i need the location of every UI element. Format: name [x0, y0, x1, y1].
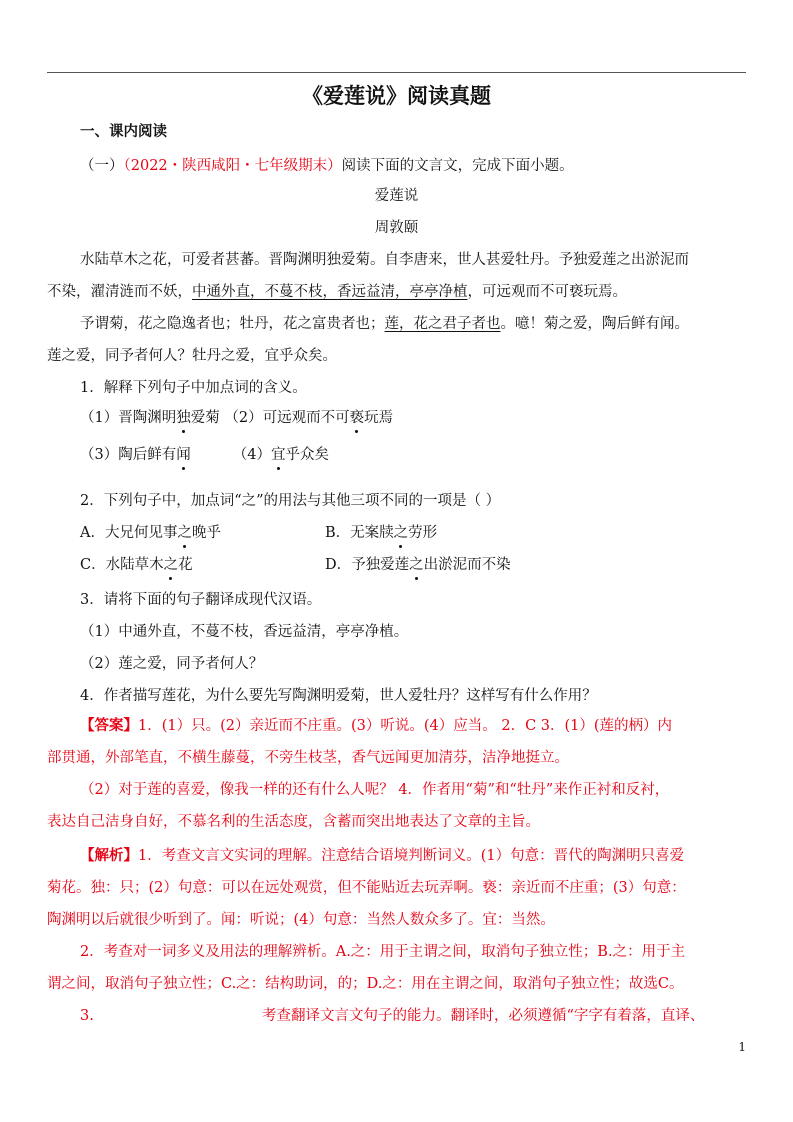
page-title: 《爱莲说》阅读真题 [302, 83, 491, 108]
option-text: 晚乎 [191, 525, 221, 541]
header-rule [47, 72, 746, 73]
q1-item-text: 乎众矣 [285, 447, 329, 463]
section-heading: 一、课内阅读 [80, 123, 167, 140]
dotted-word: 独 [176, 410, 191, 426]
option-text: 劳形 [408, 525, 438, 541]
analysis-line5: 谓之间，取消句子独立性；C.之：结构助词，的；D.之：用在主谓之间，取消句子独立性；故选C。 [47, 976, 684, 992]
q1-item-text: 爱菊 [190, 410, 220, 426]
option-text: D．予独爱莲 [325, 557, 410, 573]
dotted-word: 之 [177, 525, 192, 541]
page-number: 1 [738, 1040, 746, 1054]
q4-stem: 4．作者描写莲花，为什么要先写陶渊明爱菊，世人爱牡丹？这样写有什么作用？ [80, 688, 597, 704]
passage-p2-line1 [80, 314, 689, 334]
q1-item-text: 玩焉 [364, 410, 394, 426]
dotted-word: 之 [409, 557, 424, 573]
passage-text: 。噫！菊之爱，陶后鲜有闻。 [500, 316, 689, 332]
answer-label: 【答案】 [80, 717, 138, 734]
passage-p1-line2 [47, 282, 627, 302]
analysis-line6-num: 3. [80, 1008, 94, 1024]
q3-item-1: （1）中通外直，不蔓不枝，香远益清，亭亭净植。 [80, 624, 409, 640]
q1-items-row1 [80, 408, 393, 428]
q2-option-a [80, 523, 221, 543]
answer-line3: （2）对于莲的喜爱，像我一样的还有什么人呢？ 4．作者用“菊”和“牡丹”来作正衬和反衬， [80, 782, 670, 798]
option-text: C．水陆草木 [80, 557, 164, 573]
q1-stem: 1．解释下列句子中加点词的含义。 [80, 380, 307, 396]
option-text: A．大兄何见事 [80, 525, 178, 541]
dotted-word: 之 [163, 557, 179, 573]
answer-line4: 表达自己洁身自好，不慕名利的生活态度，含蓄而突出地表达了文章的主旨。 [47, 814, 540, 830]
intro-line [80, 156, 574, 176]
dotted-word: 之 [393, 525, 409, 541]
dotted-word: 宜 [270, 447, 286, 463]
intro-source: （2022・陕西咸阳・七年级期末） [123, 158, 342, 174]
passage-p2-line2: 莲之爱，同予者何人？牡丹之爱，宜乎众矣。 [47, 348, 337, 364]
analysis-line2: 菊花。独：只；(2）句意：可以在远处观赏，但不能贴近去玩弄啊。亵：亲近而不庄重；(3）句意： [47, 880, 686, 896]
passage-author: 周敦颐 [374, 220, 419, 236]
q2-stem: 2．下列句子中，加点词“之”的用法与其他三项不同的一项是（ ） [80, 493, 501, 509]
passage-text: 予谓菊，花之隐逸者也；牡丹，花之富贵者也； [80, 316, 385, 332]
q1-item-text: （3）陶后鲜有 [80, 447, 177, 463]
dotted-word: 闻 [176, 447, 191, 463]
q2-option-b [325, 523, 437, 543]
analysis-line1 [80, 846, 684, 866]
analysis-line4: 2．考查对一词多义及用法的理解辨析。A.之：用于主谓之间，取消句子独立性；B.之：用于主 [80, 944, 686, 960]
q1-items-row2 [80, 445, 329, 465]
option-text: 出淤泥而不染 [423, 557, 511, 573]
q1-item-text: （4） [232, 447, 271, 463]
underlined-sentence: 莲，花之君子者也 [384, 316, 501, 332]
dotted-word: 亵 [349, 410, 365, 426]
passage-text: ，可远观而不可亵玩焉。 [467, 284, 627, 300]
q3-stem: 3．请将下面的句子翻译成现代汉语。 [80, 592, 322, 608]
option-text: B．无案牍 [325, 525, 394, 541]
underlined-sentence: 中通外直，不蔓不枝，香远益清，亭亭净植 [192, 284, 468, 300]
q1-item-text: （1）晋陶渊明 [80, 410, 177, 426]
passage-text: 不染，濯清涟而不妖， [47, 284, 192, 300]
answer-line1 [80, 716, 672, 736]
option-text: 花 [178, 557, 193, 573]
q1-item-text: （2）可远观而不可 [224, 410, 350, 426]
intro-text: 阅读下面的文言文，完成下面小题。 [341, 158, 574, 174]
q2-option-d [325, 555, 511, 575]
q2-option-c [80, 555, 193, 575]
analysis-text: 1．考查文言文实词的理解。注意结合语境判断词义。(1）句意：晋代的陶渊明只喜爱 [138, 848, 685, 864]
analysis-label: 【解析】 [80, 847, 138, 864]
passage-title: 爱莲说 [374, 188, 419, 204]
answer-line2: 部贯通，外部笔直，不横生藤蔓，不旁生枝茎，香气远闻更加清芬，洁净地挺立。 [47, 750, 569, 766]
analysis-line6: 考查翻译文言文句子的能力。翻译时，必须遵循“字字有着落，直译、 [262, 1008, 705, 1024]
intro-prefix: （一） [80, 158, 124, 174]
analysis-line3: 陶渊明以后就很少听到了。闻：听说；(4）句意：当然人数众多了。宜：当然。 [47, 912, 555, 928]
answer-text: 1．(1）只。(2）亲近而不庄重。(3）听说。(4）应当。 2．C 3．(1）(莲的柄）内 [138, 718, 673, 734]
passage-p1-line1: 水陆草木之花，可爱者甚蕃。晋陶渊明独爱菊。自李唐来，世人甚爱牡丹。予独爱莲之出淤泥而 [80, 252, 689, 268]
q3-item-2: （2）莲之爱，同予者何人？ [80, 656, 264, 672]
